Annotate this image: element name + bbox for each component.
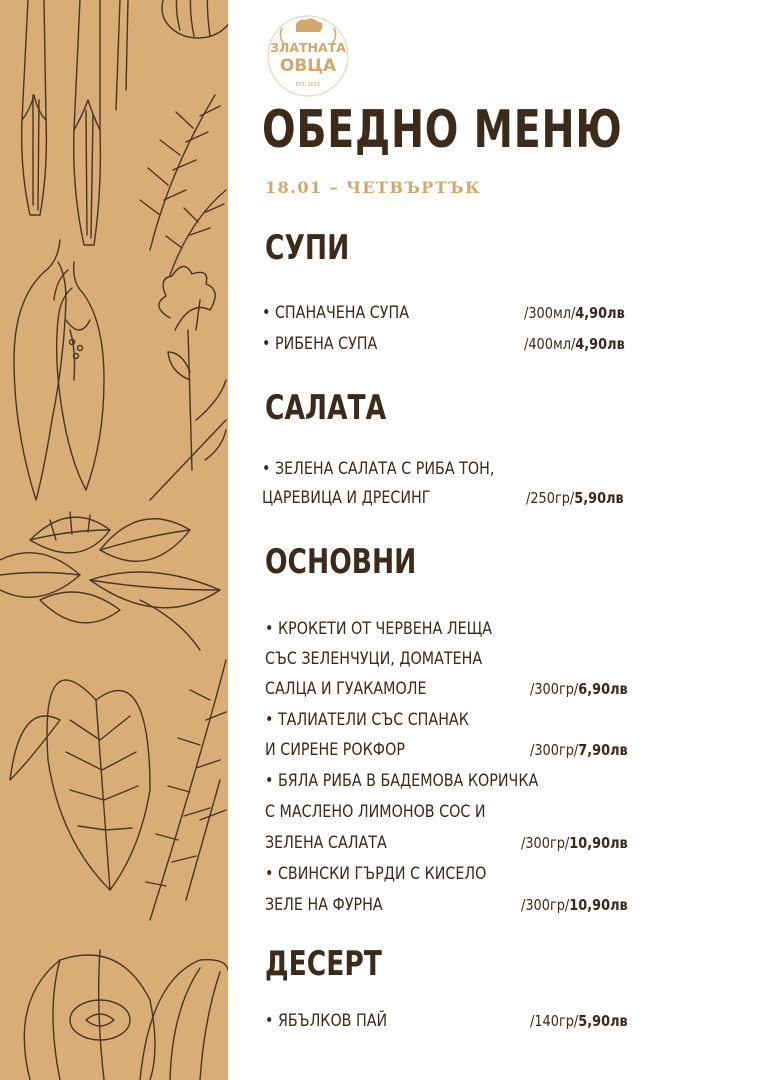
dill-illustration [146,660,226,920]
menu-item-price [530,1010,628,1032]
brand-logo [266,14,350,98]
item-portion: /400мл/ [524,335,576,353]
item-price: 10,90лв [569,834,628,852]
garlic-illustration [24,950,228,1080]
section-heading-dessert: ДЕСЕРТ [265,944,382,984]
menu-item-line: ЗЕЛЕ НА ФУРНА [265,895,383,915]
item-portion: /300гр/ [530,741,579,759]
menu-item-price [530,678,628,700]
botanical-illustration-panel [0,0,228,1080]
menu-item-price [526,487,624,509]
menu-item-line: СЪС ЗЕЛЕНЧУЦИ, ДОМАТЕНА [265,649,483,669]
menu-item-line: • ЗЕЛЕНА САЛАТА С РИБА ТОН, [262,459,495,479]
item-price: 6,90лв [578,680,628,698]
brand-name-line1: ЗЛАТНАТА [270,40,346,55]
menu-item-line: • СПАНАЧЕНА СУПА [262,303,409,323]
section-heading-soups: СУПИ [265,228,350,268]
leek-illustration [22,0,128,245]
item-price: 7,90лв [578,741,628,759]
basil-illustration [0,512,220,650]
menu-item-line: • ЯБЪЛКОВ ПАЙ [265,1011,388,1031]
menu-item-line: ЦАРЕВИЦА И ДРЕСИНГ [262,488,431,508]
pepper-illustration [14,240,104,500]
menu-item-line: САЛЦА И ГУАКАМОЛЕ [265,679,427,699]
parsley-illustration [150,266,226,500]
brand-est: EST. 2016 [295,82,321,88]
menu-item-line: • ТАЛИАТЕЛИ СЪС СПАНАК [265,710,469,730]
menu-item-line: • СВИНСКИ ГЪРДИ С КИСЕЛО [265,864,487,884]
bay-leaf-illustration [10,680,150,890]
menu-item-line: • КРОКЕТИ ОТ ЧЕРВЕНА ЛЕЩА [265,619,492,639]
item-price: 10,90лв [569,896,628,914]
item-portion: /250гр/ [526,489,575,507]
menu-item-price [524,302,625,324]
rosemary-illustration [140,95,226,275]
menu-title: ОБЕДНО МЕНЮ [262,100,623,160]
section-heading-salad: САЛАТА [265,388,387,428]
menu-item-line: • РИБЕНА СУПА [262,334,378,354]
menu-date: 18.01 – ЧЕТВЪРТЪК [265,178,482,197]
menu-item-line: И СИРЕНЕ РОКФОР [265,740,405,760]
menu-item-line: • БЯЛА РИБА В БАДЕМОВА КОРИЧКА [265,771,539,791]
item-price: 4,90лв [575,335,625,353]
onion-illustration [162,0,228,38]
menu-item-line: С МАСЛЕНО ЛИМОНОВ СОС И [265,802,486,822]
item-portion: /140гр/ [530,1012,579,1030]
brand-name-line2: ОВЦА [279,56,337,76]
section-heading-mains: ОСНОВНИ [265,542,417,582]
item-portion: /300гр/ [521,834,570,852]
menu-item-price [521,832,628,854]
sheep-icon [296,18,323,32]
item-portion: /300мл/ [524,304,576,322]
item-price: 4,90лв [575,304,625,322]
menu-item-price [524,333,625,355]
item-portion: /300гр/ [530,680,579,698]
item-portion: /300гр/ [521,896,570,914]
item-price: 5,90лв [578,1012,628,1030]
menu-item-price [521,894,628,916]
menu-item-line: ЗЕЛЕНА САЛАТА [265,833,387,853]
menu-item-price [530,739,628,761]
item-price: 5,90лв [574,489,624,507]
